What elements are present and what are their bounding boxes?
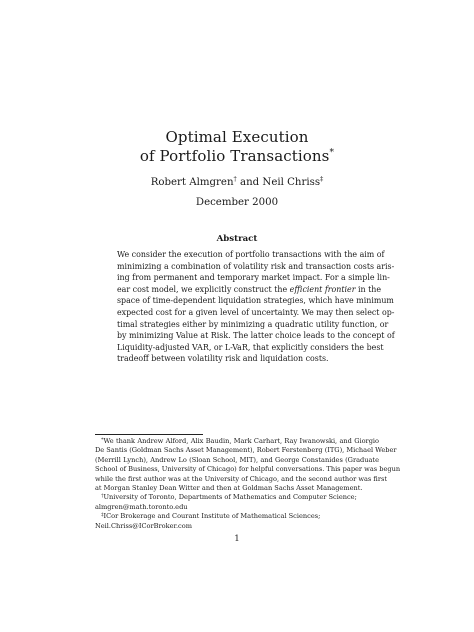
author-almgren: Robert Almgren [150, 177, 234, 188]
author-chriss-mark: ‡ [320, 175, 324, 183]
abstract-line: minimizing a combination of volatility risk and transaction costs aris- [117, 261, 395, 271]
footnote-3-text: ICor Brokerage and Courant Institute of Mathematical Sciences; [103, 512, 321, 521]
author-line [0, 176, 474, 189]
footnote-1-line [95, 437, 379, 446]
abstract-line-with-emphasis [117, 284, 382, 296]
author-conjunction: and [236, 177, 263, 188]
footnote-1-line: at Morgan Stanley Dean Witter and then at Goldman Sachs Asset Management. [95, 483, 363, 492]
footnote-rule [95, 434, 203, 435]
abstract-line: timal strategies either by minimizing a quadratic utility function, or [117, 319, 389, 329]
footnote-3-email: Neil.Chriss@ICorBroker.com [95, 521, 192, 530]
page-number: 1 [234, 534, 240, 544]
abstract-line-start: ear cost model, we explicitly construct the [117, 284, 288, 294]
abstract-line-end: in the [355, 284, 382, 294]
paper-title-line-2 [0, 147, 474, 166]
abstract-line: ing from permanent and temporary market impact. For a simple lin- [117, 273, 390, 283]
abstract-line: expected cost for a given level of uncertainty. We may then select op- [117, 307, 395, 317]
abstract-heading: Abstract [216, 234, 258, 244]
footnote-1-text: We thank Andrew Alford, Alix Baudin, Mark Carhart, Ray Iwanowski, and Giorgio [103, 437, 379, 445]
abstract-body [117, 249, 395, 365]
footnote-2-email: almgren@math.toronto.edu [95, 502, 188, 511]
abstract-line: tradeoff between volatility risk and liquidation costs. [117, 354, 329, 364]
footnote-1-line: (Merrill Lynch), Andrew Lo (Sloan School, MIT), and George Constanides (Graduate [95, 455, 379, 464]
author-chriss: Neil Chriss [262, 177, 321, 188]
title-text-1: Optimal Execution [165, 128, 309, 146]
footnote-1-line: while the first author was at the University of Chicago, and the second author was first [95, 474, 387, 483]
abstract-line: Liquidity-adjusted VAR, or L-VaR, that explicitly considers the best [117, 342, 384, 352]
footnote-2-line [95, 493, 379, 502]
paper-date: December 2000 [195, 197, 279, 208]
author-almgren-mark: † [233, 175, 237, 183]
footnotes [95, 437, 401, 531]
footnote-1-line: School of Business, University of Chicago) for helpful conversations. This paper was begun [95, 465, 401, 474]
footnote-3-mark: ‡ [101, 512, 104, 519]
title-text-2: of Portfolio Transactions [139, 147, 330, 165]
footnote-2-mark: † [101, 493, 104, 500]
footnote-1-mark: * [101, 437, 104, 443]
footnote-3-line [95, 512, 379, 521]
footnote-1-line: De Santis (Goldman Sachs Asset Management), Robert Ferstenberg (ITG), Michael Weber [95, 446, 397, 455]
abstract-line: We consider the execution of portfolio transactions with the aim of [117, 250, 385, 259]
footnote-2-text: University of Toronto, Departments of Mathematics and Computer Science; [103, 493, 357, 502]
efficient-frontier-term: efficient frontier [289, 284, 356, 294]
abstract-line: by minimizing Value at Risk. The latter choice leads to the concept of [117, 331, 395, 341]
paper-title-line-1 [0, 128, 474, 147]
title-footnote-mark: * [329, 148, 335, 158]
abstract-line: space of time-dependent liquidation strategies, which have minimum [117, 296, 394, 306]
